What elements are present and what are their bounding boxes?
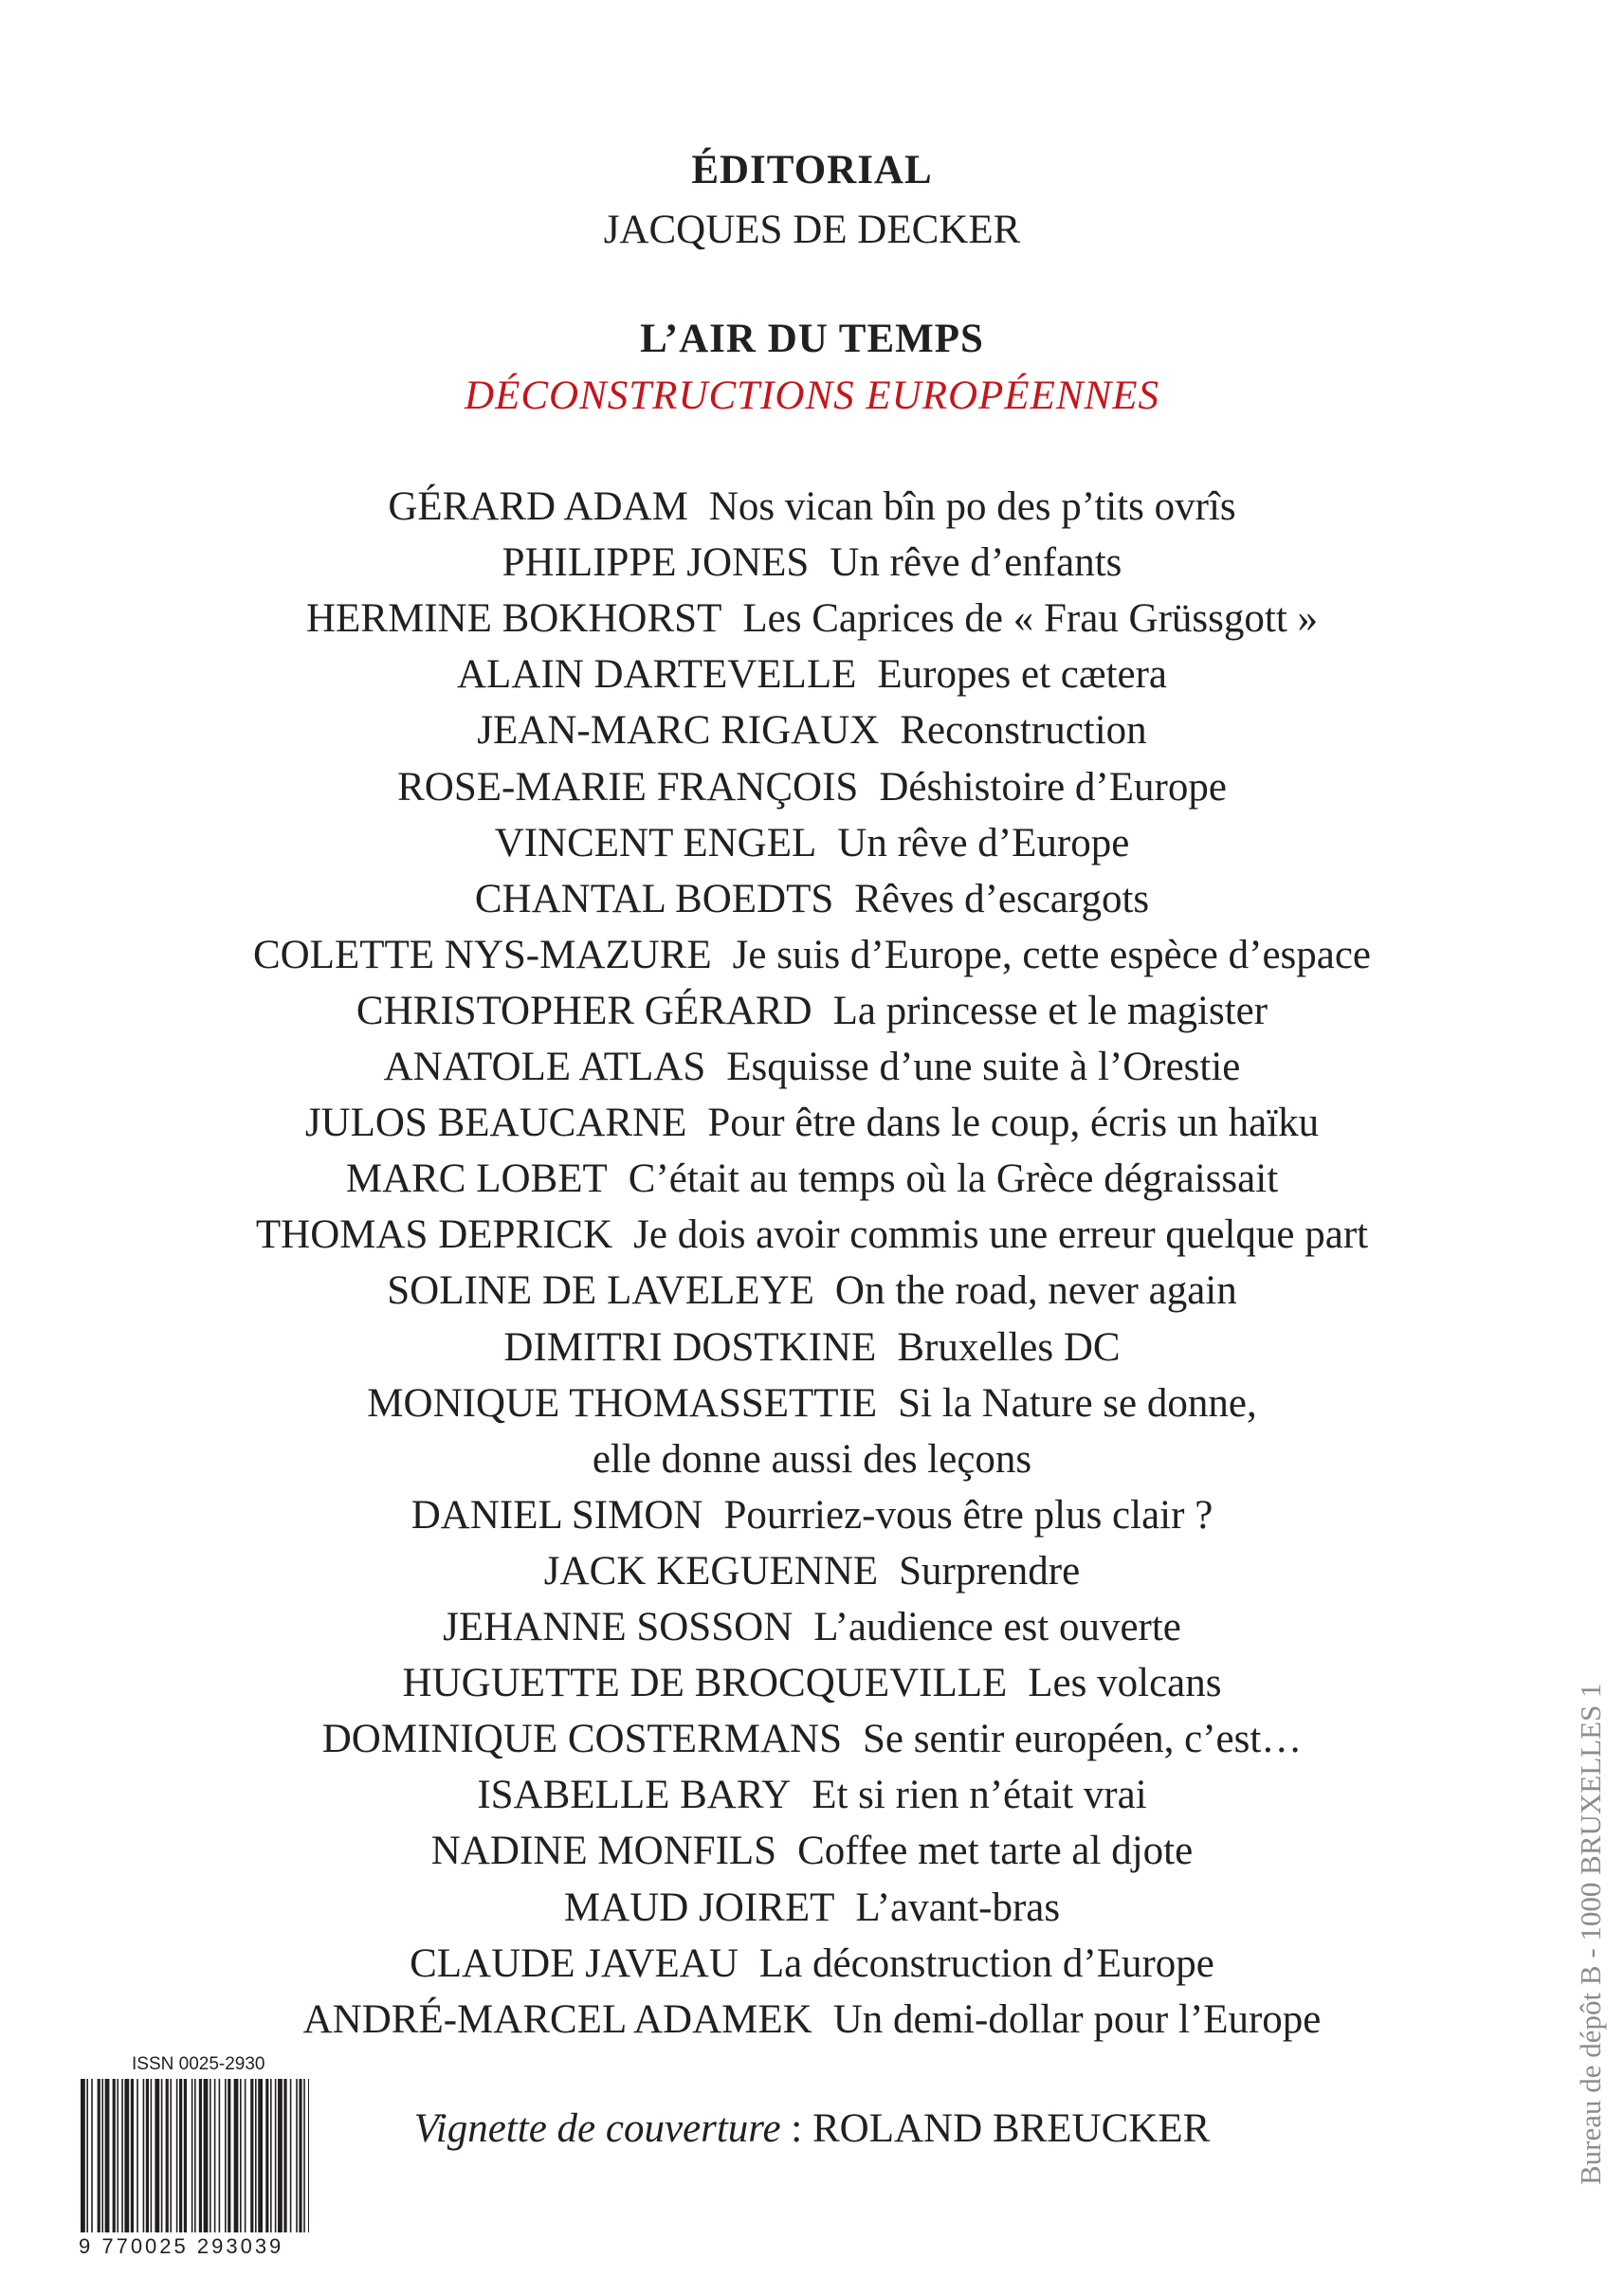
section-heading: L’AIR DU TEMPS (640, 317, 984, 361)
toc-author: CHANTAL BOEDTS (474, 876, 834, 921)
editorial-heading: ÉDITORIAL (691, 148, 933, 192)
toc-entry (0, 481, 1624, 534)
toc-title: Déshistoire d’Europe (879, 764, 1227, 810)
toc-entry (0, 817, 1624, 870)
barcode-bar (179, 2079, 182, 2232)
barcode-bar (155, 2079, 159, 2232)
barcode-bar (146, 2079, 149, 2232)
barcode-bar (265, 2079, 268, 2232)
barcode-bar (113, 2079, 116, 2232)
toc-author: HERMINE BOKHORST (305, 596, 722, 642)
postal-mark: Bureau de dépôt B - 1000 BRUXELLES 1 (1574, 1683, 1607, 2185)
barcode-bar (234, 2079, 239, 2232)
toc-title: Se sentir européen, c’est… (863, 1717, 1303, 1762)
toc-title: Un rêve d’Europe (837, 820, 1130, 865)
toc-title: L’audience est ouverte (813, 1605, 1181, 1649)
toc-title: Bruxelles DC (897, 1324, 1121, 1370)
barcode-bar (117, 2079, 119, 2232)
toc-title: Coffee met tarte al djote (797, 1829, 1194, 1874)
cover-credit-name: ROLAND BREUCKER (812, 2106, 1211, 2151)
toc-entry (0, 1713, 1624, 1766)
toc-entry (0, 1489, 1624, 1542)
toc-entry (0, 1882, 1624, 1935)
toc-title: La déconstruction d’Europe (758, 1940, 1214, 1986)
barcode-bar (258, 2079, 263, 2232)
toc-title: Pourriez-vous être plus clair ? (723, 1492, 1213, 1538)
toc-title: Un rêve d’enfants (830, 540, 1122, 586)
toc-entry (0, 1097, 1624, 1150)
toc-entry (0, 761, 1624, 814)
editorial-author: JACQUES DE DECKER (603, 208, 1021, 252)
barcode-bar (228, 2079, 230, 2232)
toc-entry (0, 1209, 1624, 1262)
toc-author: COLETTE NYS-MAZURE (252, 932, 712, 977)
barcode-bar (192, 2079, 193, 2232)
barcode-bar (275, 2079, 277, 2232)
barcode-bar (86, 2079, 88, 2232)
toc-entry (0, 1321, 1624, 1375)
issn-label: ISSN 0025-2930 (132, 2054, 265, 2074)
toc-entry (0, 1377, 1624, 1430)
toc-author: ISABELLE BARY (477, 1773, 792, 1818)
toc-title: Si la Nature se donne, (898, 1380, 1257, 1426)
toc-entry (0, 1769, 1624, 1822)
toc-author: THOMAS DEPRICK (255, 1212, 613, 1258)
barcode-bar (308, 2079, 309, 2232)
barcode-bar (270, 2079, 272, 2232)
barcode-bar (166, 2079, 169, 2232)
barcode-bar (137, 2079, 138, 2232)
toc-author: JULOS BEAUCARNE (304, 1101, 687, 1146)
barcode-bar (170, 2079, 172, 2232)
toc-title: On the road, never again (834, 1268, 1237, 1314)
toc-entry (0, 1657, 1624, 1710)
toc-author: ROSE-MARIE FRANÇOIS (397, 764, 859, 810)
toc-author: SOLINE DE LAVELEYE (387, 1268, 814, 1314)
toc-entry (0, 1825, 1624, 1878)
toc-author: HUGUETTE DE BROCQUEVILLE (402, 1661, 1008, 1706)
toc-author: DANIEL SIMON (411, 1492, 703, 1538)
barcode-bar (101, 2079, 103, 2232)
barcode-bar (210, 2079, 211, 2232)
toc-author: ANATOLE ATLAS (383, 1045, 706, 1089)
toc-author: NADINE MONFILS (430, 1829, 777, 1874)
barcode-bar (299, 2079, 301, 2232)
barcode-bar (194, 2079, 196, 2232)
toc-entry (0, 537, 1624, 590)
toc-author: CLAUDE JAVEAU (410, 1940, 739, 1986)
toc-title: Reconstruction (900, 708, 1147, 754)
toc-title: C’était au temps où la Grèce dégraissait (628, 1157, 1279, 1202)
barcode-bar (121, 2079, 123, 2232)
barcode-bar (81, 2079, 85, 2232)
barcode-bar (278, 2079, 283, 2232)
toc-title: Les Caprices de « Frau Grüssgott » (742, 596, 1319, 642)
cover-credit-label: Vignette de couverture (413, 2106, 781, 2151)
toc-title: L’avant-bras (855, 1885, 1061, 1930)
toc-entry (0, 1153, 1624, 1206)
toc-title: Je dois avoir commis une erreur quelque part (633, 1212, 1369, 1258)
barcode-bar (204, 2079, 209, 2232)
toc-author: VINCENT ENGEL (494, 820, 817, 865)
barcode-bar (176, 2079, 178, 2232)
barcode-bar (143, 2079, 145, 2232)
toc-entry (0, 1994, 1624, 2047)
toc-author: PHILIPPE JONES (502, 540, 810, 586)
barcode-bar (199, 2079, 202, 2232)
toc-author: MARC LOBET (345, 1157, 608, 1202)
toc-title: Europes et cætera (877, 652, 1167, 698)
barcode-bar (250, 2079, 253, 2232)
barcode-bar (219, 2079, 221, 2232)
barcode-bar (283, 2079, 286, 2232)
toc-entry (0, 648, 1624, 701)
barcode-bar (245, 2079, 246, 2232)
barcode-bar (296, 2079, 298, 2232)
toc-entry (0, 592, 1624, 646)
toc-author: MONIQUE THOMASSETTIE (367, 1380, 878, 1426)
toc-title: Nos vican bîn po des p’tits ovrîs (708, 484, 1236, 529)
barcode-bar (303, 2079, 305, 2232)
barcode-bar (105, 2079, 110, 2232)
toc-entry (0, 1601, 1624, 1654)
barcode-bars (79, 2079, 311, 2232)
barcode-bar (151, 2079, 153, 2232)
toc-entry (0, 1545, 1624, 1598)
barcode-bar (225, 2079, 227, 2232)
toc-title: Je suis d’Europe, cette espèce d’espace (732, 932, 1372, 977)
toc-entry (0, 1265, 1624, 1318)
barcode-bar (91, 2079, 93, 2232)
toc-title: Esquisse d’une suite à l’Orestie (726, 1045, 1241, 1089)
toc-author: ALAIN DARTEVELLE (457, 652, 857, 698)
toc-author: DIMITRI DOSTKINE (503, 1324, 877, 1370)
barcode-digits: 9 770025 293039 (79, 2234, 284, 2258)
barcode-bar (240, 2079, 242, 2232)
toc-title: Et si rien n’était vrai (812, 1773, 1147, 1818)
barcode (79, 2054, 311, 2263)
toc-title: La princesse et le magister (832, 988, 1268, 1033)
toc-title-continuation: elle donne aussi des leçons (592, 1436, 1032, 1482)
barcode-bar (98, 2079, 100, 2232)
barcode-bar (255, 2079, 257, 2232)
toc-title: Les volcans (1028, 1661, 1222, 1706)
toc-author: JEAN-MARC RIGAUX (477, 708, 880, 754)
toc-title: Rêves d’escargots (854, 876, 1150, 921)
barcode-bar (124, 2079, 129, 2232)
toc-entry (0, 704, 1624, 757)
section-subheading: DÉCONSTRUCTIONS EUROPÉENNES (465, 373, 1159, 418)
toc-entry (0, 1938, 1624, 1991)
cover-credit-separator: : (780, 2106, 812, 2151)
toc-author: MAUD JOIRET (563, 1885, 835, 1930)
toc-entry (0, 985, 1624, 1038)
toc-author: DOMINIQUE COSTERMANS (321, 1717, 842, 1762)
toc-entry (0, 873, 1624, 926)
toc-entry (0, 929, 1624, 982)
toc-title: Pour être dans le coup, écris un haïku (707, 1101, 1320, 1146)
toc-author: ANDRÉ-MARCEL ADAMEK (302, 1996, 812, 2042)
toc-entry (0, 1041, 1624, 1094)
toc-title: Un demi-dollar pour l’Europe (832, 1996, 1322, 2042)
toc-author: JACK KEGUENNE (543, 1548, 879, 1594)
toc-author: JEHANNE SOSSON (443, 1605, 794, 1649)
barcode-bar (184, 2079, 187, 2232)
barcode-bar (131, 2079, 134, 2232)
toc-author: GÉRARD ADAM (388, 484, 688, 529)
barcode-bar (214, 2079, 216, 2232)
barcode-bar (161, 2079, 163, 2232)
barcode-bar (290, 2079, 292, 2232)
toc-title: Surprendre (899, 1548, 1081, 1594)
toc-author: CHRISTOPHER GÉRARD (356, 988, 812, 1033)
